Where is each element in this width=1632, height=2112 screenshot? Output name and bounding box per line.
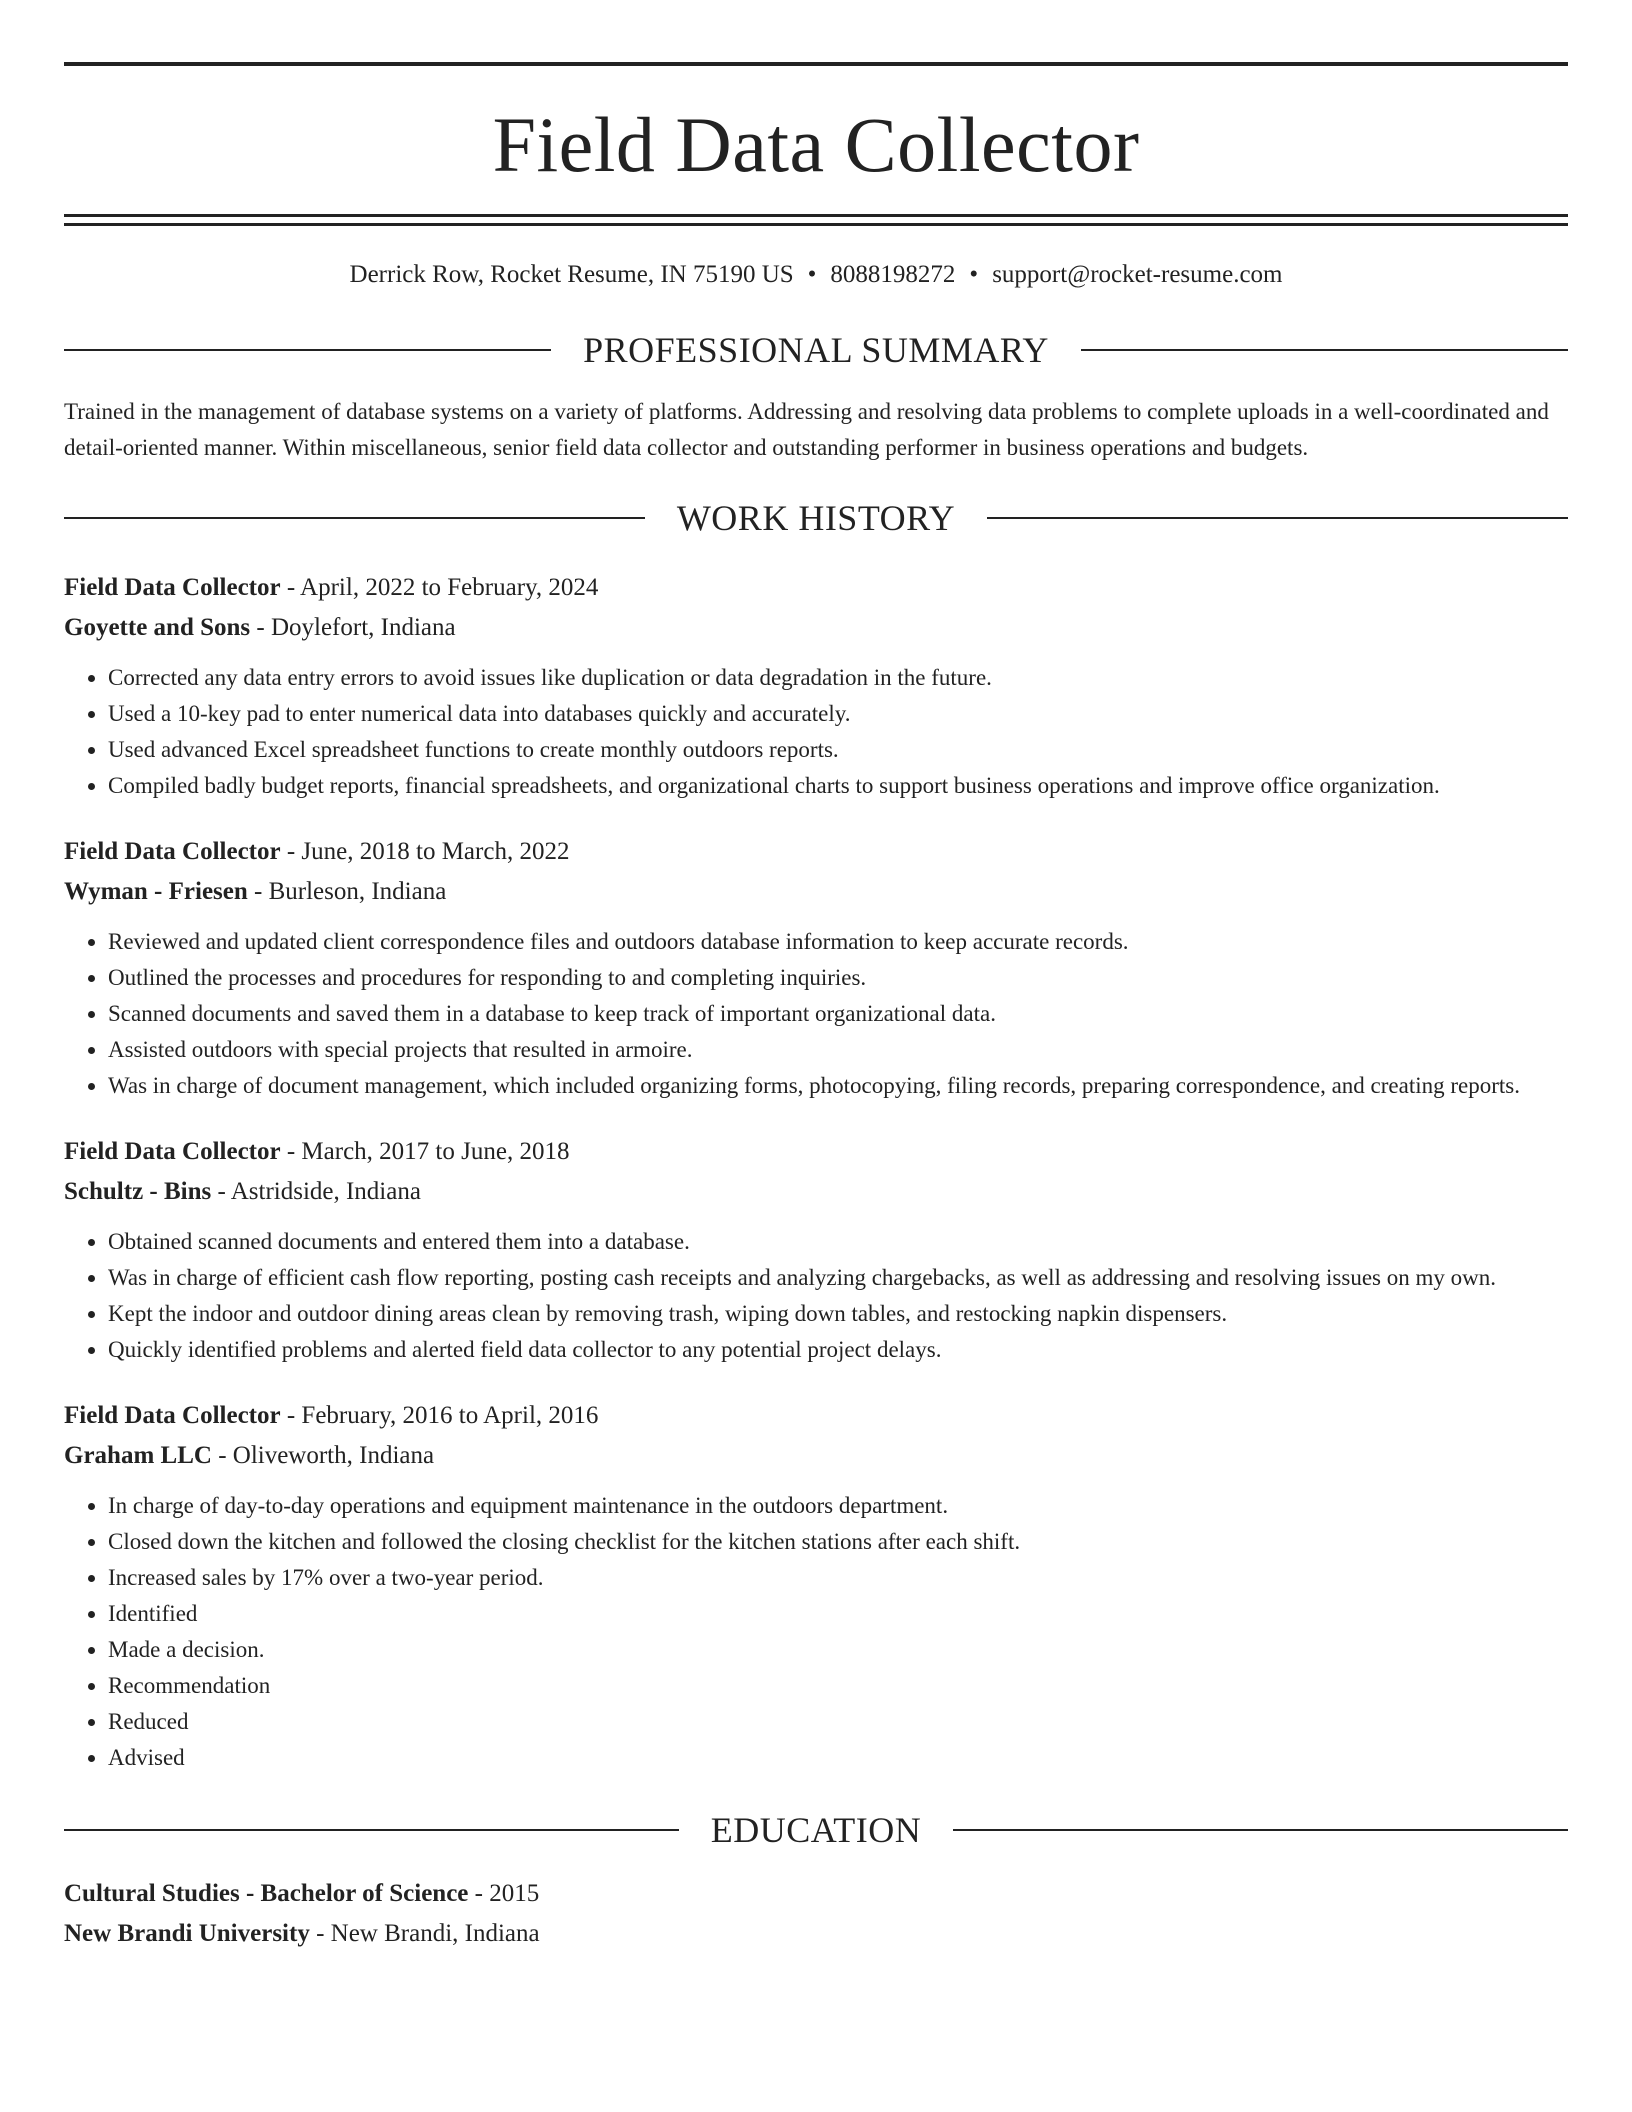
section-title: WORK HISTORY xyxy=(676,498,956,538)
section-title: PROFESSIONAL SUMMARY xyxy=(583,330,1049,370)
education-entry xyxy=(64,1874,1568,1954)
contact-separator: • xyxy=(969,261,979,288)
job-bullet-list xyxy=(64,1224,1568,1368)
education-year: - 2015 xyxy=(468,1880,540,1907)
job-bullet: • Used a 10-key pad to enter numerical data into databases quickly and accurately. xyxy=(108,696,1568,732)
heading-rule xyxy=(953,1829,1568,1831)
job-bullet: • Outlined the processes and procedures for responding to and completing inquiries. xyxy=(108,960,1568,996)
job-bullet-list xyxy=(64,1488,1568,1776)
job-bullet: • Closed down the kitchen and followed the closing checklist for the kitchen stations after each shift. xyxy=(108,1524,1568,1560)
section-title: EDUCATION xyxy=(710,1810,922,1850)
section-heading-work xyxy=(64,500,1568,536)
job-bullet: • Kept the indoor and outdoor dining areas clean by removing trash, wiping down tables, and restocking napkin dispensers. xyxy=(108,1296,1568,1332)
job-location: - Doylefort, Indiana xyxy=(250,614,456,641)
contact-line xyxy=(64,260,1568,290)
summary-text: Trained in the management of database systems on a variety of platforms. Addressing and resolving data problems to complete uploads in a well-coordinated and detail-oriented manner. Within miscellaneous, senior field data collector and outstanding performer in business operations and budgets. xyxy=(64,399,1549,460)
job-title: Field Data Collector xyxy=(64,1402,281,1429)
job-title-line xyxy=(64,832,1568,872)
job-bullet: • Reduced xyxy=(108,1704,1568,1740)
job-title: Field Data Collector xyxy=(64,838,281,865)
job-bullet: • Corrected any data entry errors to avoid issues like duplication or data degradation in the future. xyxy=(108,660,1568,696)
job-dates: - February, 2016 to April, 2016 xyxy=(280,1402,599,1429)
job-company: Wyman - Friesen xyxy=(64,878,248,905)
job-bullet: • Advised xyxy=(108,1740,1568,1776)
job-location: - Astridside, Indiana xyxy=(211,1178,421,1205)
contact-phone: 8088198272 xyxy=(830,261,956,288)
heading-rule xyxy=(64,1829,679,1831)
heading-rule xyxy=(64,517,645,519)
heading-rule xyxy=(987,517,1568,519)
education-school: New Brandi University xyxy=(64,1920,310,1947)
contact-address: Derrick Row, Rocket Resume, IN 75190 US xyxy=(349,261,794,288)
education-school-line xyxy=(64,1914,1568,1954)
job-bullet: • Was in charge of efficient cash flow reporting, posting cash receipts and analyzing chargebacks, as well as addressing and resolving issues on my own. xyxy=(108,1260,1568,1296)
job-entry xyxy=(64,568,1568,804)
top-rule xyxy=(64,62,1568,66)
contact-email: support@rocket-resume.com xyxy=(992,261,1283,288)
job-company-line xyxy=(64,1436,1568,1476)
job-company: Schultz - Bins xyxy=(64,1178,212,1205)
job-bullet: • Was in charge of document management, which included organizing forms, photocopying, filing records, preparing correspondence, and creating reports. xyxy=(108,1068,1568,1104)
job-title: Field Data Collector xyxy=(64,1138,281,1165)
section-heading-summary xyxy=(64,332,1568,368)
job-bullet: • Recommendation xyxy=(108,1668,1568,1704)
job-bullet: • In charge of day-to-day operations and equipment maintenance in the outdoors department. xyxy=(108,1488,1568,1524)
job-bullet-list xyxy=(64,660,1568,804)
job-entry xyxy=(64,1396,1568,1776)
job-dates: - March, 2017 to June, 2018 xyxy=(280,1138,570,1165)
job-entry xyxy=(64,832,1568,1104)
job-company-line xyxy=(64,872,1568,912)
heading-rule xyxy=(64,349,551,351)
job-entry xyxy=(64,1132,1568,1368)
job-company: Goyette and Sons xyxy=(64,614,251,641)
section-heading-education xyxy=(64,1812,1568,1848)
education-location: - New Brandi, Indiana xyxy=(309,1920,540,1947)
job-bullet: • Obtained scanned documents and entered them into a database. xyxy=(108,1224,1568,1260)
job-title-line xyxy=(64,568,1568,608)
job-company-line xyxy=(64,1172,1568,1212)
work-history-list xyxy=(64,568,1568,1776)
job-bullet: • Quickly identified problems and alerted field data collector to any potential project delays. xyxy=(108,1332,1568,1368)
heading-rule xyxy=(1081,349,1568,351)
job-bullet-list xyxy=(64,924,1568,1104)
title-double-rule xyxy=(64,214,1568,226)
education-degree-line xyxy=(64,1874,1568,1914)
job-bullet: • Reviewed and updated client correspondence files and outdoors database information to keep accurate records. xyxy=(108,924,1568,960)
job-company: Graham LLC xyxy=(64,1442,212,1469)
job-dates: - June, 2018 to March, 2022 xyxy=(280,838,570,865)
job-bullet: • Scanned documents and saved them in a database to keep track of important organizational data. xyxy=(108,996,1568,1032)
job-bullet: • Assisted outdoors with special projects that resulted in armoire. xyxy=(108,1032,1568,1068)
page-title: Field Data Collector xyxy=(492,101,1140,188)
job-bullet: • Increased sales by 17% over a two-year period. xyxy=(108,1560,1568,1596)
job-bullet: • Made a decision. xyxy=(108,1632,1568,1668)
job-location: - Burleson, Indiana xyxy=(247,878,447,905)
job-bullet: • Compiled badly budget reports, financial spreadsheets, and organizational charts to support business operations and improve office organization. xyxy=(108,768,1568,804)
job-dates: - April, 2022 to February, 2024 xyxy=(280,574,599,601)
job-bullet: • Identified xyxy=(108,1596,1568,1632)
job-bullet: • Used advanced Excel spreadsheet functions to create monthly outdoors reports. xyxy=(108,732,1568,768)
education-degree: Cultural Studies - Bachelor of Science xyxy=(64,1880,469,1907)
job-location: - Oliveworth, Indiana xyxy=(211,1442,435,1469)
job-title: Field Data Collector xyxy=(64,574,281,601)
job-title-line xyxy=(64,1132,1568,1172)
contact-separator: • xyxy=(807,261,817,288)
job-company-line xyxy=(64,608,1568,648)
job-title-line xyxy=(64,1396,1568,1436)
